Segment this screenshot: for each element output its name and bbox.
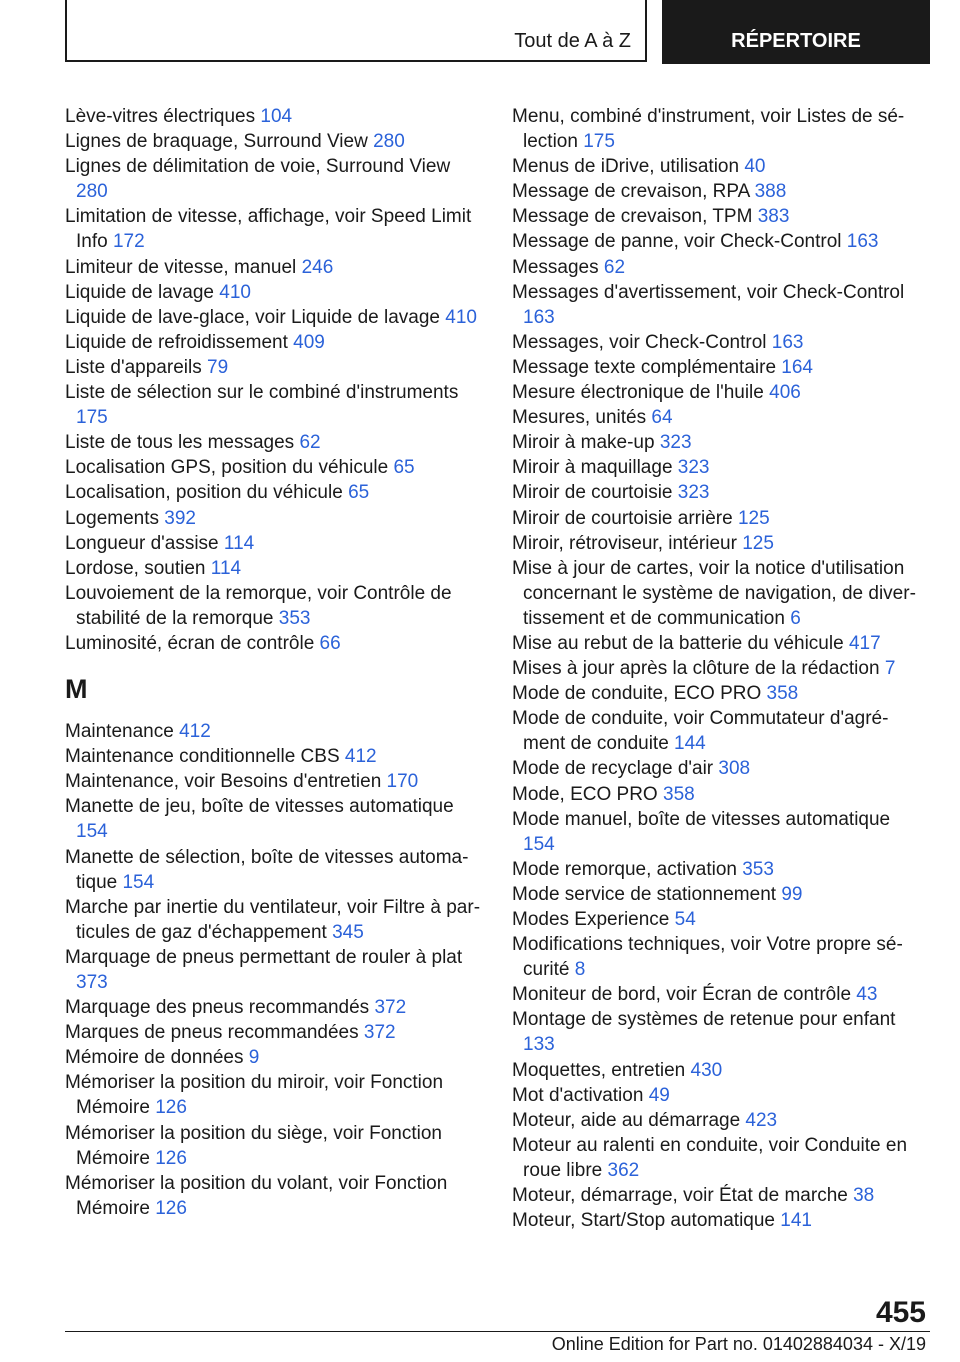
index-entry-text: Moniteur de bord, voir Écran de contrôle [512,984,852,1006]
page-reference-link[interactable]: 154 [523,833,555,855]
page-reference-link[interactable]: 246 [301,256,334,278]
index-entry [512,1007,922,1057]
page-reference-link[interactable]: 163 [523,306,555,328]
page-reference-link[interactable]: 410 [445,306,477,328]
index-entry-text: Liquide de lave-glace, voir Liquide de lavage [65,306,440,328]
index-entry [512,556,922,631]
footer-divider [65,1331,930,1332]
page-reference-link[interactable]: 49 [648,1084,670,1106]
index-entry [65,154,485,204]
index-list-l [65,104,485,656]
index-entry [65,1020,485,1045]
index-column-right [512,104,922,1233]
page-reference-link[interactable]: 353 [278,607,311,629]
index-entry-text: Longueur d'assise [65,532,219,554]
index-entry [512,229,922,254]
index-entry [65,1171,485,1221]
index-entry-text: Marquage de pneus permettant de rouler à plat [65,946,463,968]
index-entry [512,807,922,857]
index-entry [512,355,922,380]
index-entry-text: Mémoriser la position du volant, voir Fonction Mémoire [65,1172,448,1219]
page-reference-link[interactable]: 141 [780,1210,812,1232]
index-entry [512,506,922,531]
page-reference-link[interactable]: 126 [155,1097,187,1119]
page-number: 455 [875,1296,926,1329]
index-list-m [65,719,485,1221]
page-reference-link[interactable]: 40 [744,156,766,178]
index-entry [65,631,485,656]
index-entry-text: Miroir, rétroviseur, intérieur [512,532,737,554]
index-entry [65,305,485,330]
page-reference-link[interactable]: 362 [607,1159,640,1181]
index-entry-text: Maintenance conditionnelle CBS [65,746,340,768]
index-entry [512,154,922,179]
index-entry-text: Messages d'avertissement, voir Check-Control [512,281,905,303]
index-entry-text: Localisation GPS, position du véhicule [65,457,389,479]
section-tab [65,0,647,62]
page-reference-link[interactable]: 372 [363,1022,396,1044]
index-entry [65,506,485,531]
index-entry-text: Moteur, aide au démarrage [512,1109,741,1131]
index-entry-text: Miroir à maquillage [512,457,673,479]
page-reference-link[interactable]: 154 [122,871,155,893]
index-entry-text: Manette de sélection, boîte de vitesses automatique [65,846,469,893]
index-entry [512,104,922,154]
page-reference-link[interactable]: 388 [754,181,787,203]
page-reference-link[interactable]: 430 [690,1059,723,1081]
page-reference-link[interactable]: 172 [112,231,145,253]
index-entry [512,982,922,1007]
chapter-tab-label: RÉPERTOIRE [731,30,861,52]
page-reference-link[interactable]: 126 [155,1197,187,1219]
page-reference-link[interactable]: 126 [155,1147,187,1169]
index-entry [512,1183,922,1208]
index-entry-text: Menus de iDrive, utilisation [512,156,740,178]
index-entry [65,581,485,631]
index-entry [65,480,485,505]
index-entry-text: Lordose, soutien [65,557,206,579]
index-entry [65,769,485,794]
index-entry [512,882,922,907]
page-reference-link[interactable]: 170 [386,771,419,793]
chapter-tab [662,0,930,64]
page-header [65,0,930,64]
page-reference-link[interactable]: 154 [76,821,108,843]
page-reference-link[interactable]: 125 [737,507,770,529]
index-entry-text: Miroir de courtoisie arrière [512,507,733,529]
index-entry-text: Liquide de lavage [65,281,214,303]
index-entry-text: Marques de pneus recommandées [65,1022,359,1044]
index-entry-text: Message de panne, voir Check-Control [512,231,842,253]
index-entry-text: Mode manuel, boîte de vitesses automatique [512,808,891,830]
index-entry-text: Miroir de courtoisie [512,482,673,504]
index-entry-text: Louvoiement de la remorque, voir Contrôle de stabilité de la remorque [65,582,452,629]
page-reference-link[interactable]: 104 [260,106,293,127]
page-reference-link[interactable]: 353 [742,858,774,880]
page-reference-link[interactable]: 66 [319,632,341,654]
index-entry-text: Message de crevaison, TPM [512,206,753,228]
page-reference-link[interactable]: 79 [207,356,229,378]
index-entry-text: Mode de recyclage d'air [512,758,714,780]
index-entry-text: Liste d'appareils [65,356,202,378]
index-entry [512,756,922,781]
page-reference-link[interactable]: 323 [659,432,692,454]
index-entry [512,782,922,807]
page-reference-link[interactable]: 423 [745,1109,778,1131]
index-entry [65,129,485,154]
index-entry-text: Mode service de stationnement [512,883,777,905]
page-reference-link[interactable]: 358 [766,683,799,705]
index-entry [65,719,485,744]
page-reference-link[interactable]: 412 [344,746,377,768]
index-entry [65,895,485,945]
index-entry-text: Lignes de délimitation de voie, Surround View [65,156,451,178]
page-reference-link[interactable]: 372 [374,997,407,1019]
index-entry-text: Mise au rebut de la batterie du véhicule [512,632,844,654]
index-entry-text: Mode de conduite, ECO PRO [512,683,762,705]
page-reference-link[interactable]: 383 [757,206,790,228]
index-entry [65,531,485,556]
index-entry [65,945,485,995]
page-reference-link[interactable]: 43 [856,984,878,1006]
index-entry-text: Moquettes, entretien [512,1059,686,1081]
page-reference-link[interactable]: 8 [574,959,586,981]
page-reference-link[interactable]: 163 [846,231,879,253]
index-entry [512,1133,922,1183]
index-entry-text: Mode de conduite, voir Commutateur d'agrément de conduite [512,708,889,755]
index-entry [512,179,922,204]
index-entry [65,380,485,430]
page-reference-link[interactable]: 323 [677,482,710,504]
index-entry-text: Marquage des pneus recommandés [65,997,370,1019]
index-entry-text: Moteur au ralenti en conduite, voir Conduite en roue libre [512,1134,908,1181]
index-entry [512,430,922,455]
index-entry-text: Mode, ECO PRO [512,783,658,805]
index-entry-text: Logements [65,507,160,529]
footer-text: Online Edition for Part no. 01402884034 - X/19 [551,1334,926,1354]
page-reference-link[interactable]: 406 [769,382,801,404]
index-list-m-continued [512,104,922,1233]
index-entry-text: Messages, voir Check-Control [512,331,767,353]
index-entry-text: Mise à jour de cartes, voir la notice d'utilisation concernant le système de navigation, de divertissement et de communication [512,557,916,629]
index-entry [512,706,922,756]
section-tab-label: Tout de A à Z [514,30,631,52]
index-entry-text: Lève-vitres électriques [65,106,256,127]
page-reference-link[interactable]: 62 [299,432,321,454]
index-entry-text: Modifications techniques, voir Votre propre sécurité [512,934,903,981]
index-entry-text: Messages [512,256,599,278]
index-entry [65,794,485,844]
page-reference-link[interactable]: 125 [742,532,774,554]
index-entry [65,355,485,380]
index-entry-text: Moteur, Start/Stop automatique [512,1210,775,1232]
page-reference-link[interactable]: 7 [884,658,896,680]
index-entry-text: Localisation, position du véhicule [65,482,343,504]
index-entry-text: Manette de jeu, boîte de vitesses automatique [65,796,454,818]
index-entry-text: Mot d'activation [512,1084,644,1106]
index-entry [512,330,922,355]
index-entry [65,744,485,769]
index-entry [65,1045,485,1070]
index-entry [65,204,485,254]
page-reference-link[interactable]: 133 [523,1034,555,1056]
index-entry-text: Mises à jour après la clôture de la rédaction [512,658,880,680]
index-entry [65,104,485,129]
index-entry [512,631,922,656]
index-entry [512,204,922,229]
index-entry [512,857,922,882]
page-reference-link[interactable]: 175 [76,407,108,429]
page-reference-link[interactable]: 392 [164,507,196,529]
index-entry [512,480,922,505]
index-entry-text: Montage de systèmes de retenue pour enfant [512,1009,896,1031]
index-entry-text: Liste de sélection sur le combiné d'instruments [65,382,459,404]
index-entry [512,380,922,405]
index-entry [512,455,922,480]
index-entry-text: Mémoriser la position du siège, voir Fonction Mémoire [65,1122,443,1169]
page-reference-link[interactable]: 114 [223,532,255,554]
index-entry-text: Maintenance, voir Besoins d'entretien [65,771,382,793]
index-entry [512,405,922,430]
page-reference-link[interactable]: 54 [674,909,696,930]
index-entry-text: Menu, combiné d'instrument, voir Listes de sélection [512,106,905,153]
index-entry-text: Liquide de refroidissement [65,331,288,353]
index-entry [512,1058,922,1083]
index-entry [512,255,922,280]
page-reference-link[interactable]: 164 [781,356,813,378]
page-reference-link[interactable]: 345 [332,921,364,943]
index-entry [512,907,922,932]
index-entry [65,330,485,355]
index-entry-text: Maintenance [65,721,174,743]
index-entry [512,1083,922,1108]
page-reference-link[interactable]: 64 [651,407,673,429]
index-entry [65,995,485,1020]
page-reference-link[interactable]: 358 [663,783,695,805]
index-entry-text: Luminosité, écran de contrôle [65,632,315,654]
index-entry-text: Lignes de braquage, Surround View [65,131,368,153]
index-entry [65,1121,485,1171]
index-entry [65,455,485,480]
index-entry [65,280,485,305]
index-entry [512,932,922,982]
page-reference-link[interactable]: 409 [293,331,325,353]
index-entry-text: Mode remorque, activation [512,858,737,880]
index-entry-text: Miroir à make-up [512,432,655,454]
index-entry [512,656,922,681]
index-entry-text: Mémoire de données [65,1047,244,1069]
index-entry [512,531,922,556]
section-letter: M [65,674,88,705]
index-entry [512,681,922,706]
index-entry-text: Mesures, unités [512,407,647,429]
index-entry-text: Message de crevaison, RPA [512,181,750,203]
index-entry [512,1108,922,1133]
page-reference-link[interactable]: 114 [210,557,242,579]
index-entry [65,1070,485,1120]
index-entry [65,845,485,895]
page-reference-link[interactable]: 417 [848,632,881,654]
index-entry [512,1208,922,1233]
index-entry [512,280,922,330]
page-reference-link[interactable]: 62 [603,256,626,278]
index-entry-text: Moteur, démarrage, voir État de marche [512,1185,848,1207]
page-reference-link[interactable]: 410 [219,281,251,303]
index-entry-text: Message texte complémentaire [512,356,777,378]
page-reference-link[interactable]: 144 [674,733,706,755]
page-reference-link[interactable]: 6 [790,607,801,629]
index-entry-text: Mémoriser la position du miroir, voir Fonction Mémoire [65,1072,444,1119]
page-reference-link[interactable]: 323 [677,457,710,479]
page-reference-link[interactable]: 65 [393,457,415,479]
page-reference-link[interactable]: 38 [853,1185,875,1207]
index-entry-text: Modes Experience [512,909,670,930]
page-reference-link[interactable]: 373 [76,972,108,993]
index-entry-text: Limitation de vitesse, affichage, voir Speed Limit Info [65,206,472,253]
page-reference-link[interactable]: 412 [179,721,211,743]
index-entry-text: Marche par inertie du ventilateur, voir Filtre à particules de gaz d'échappement [65,896,481,943]
index-entry-text: Liste de tous les messages [65,432,295,454]
page-reference-link[interactable]: 308 [718,758,751,780]
page-reference-link[interactable]: 65 [348,482,370,504]
index-entry-text: Limiteur de vitesse, manuel [65,256,297,278]
index-entry [65,255,485,280]
page-reference-link[interactable]: 9 [248,1047,260,1069]
index-entry [65,556,485,581]
page-reference-link[interactable]: 280 [373,131,405,153]
index-entry-text: Mesure électronique de l'huile [512,382,764,404]
page-reference-link[interactable]: 175 [583,131,615,153]
index-entry [65,430,485,455]
index-column-left [65,104,485,1221]
page-reference-link[interactable]: 99 [781,883,803,905]
page-reference-link[interactable]: 280 [76,181,108,203]
page-reference-link[interactable]: 163 [771,331,804,353]
